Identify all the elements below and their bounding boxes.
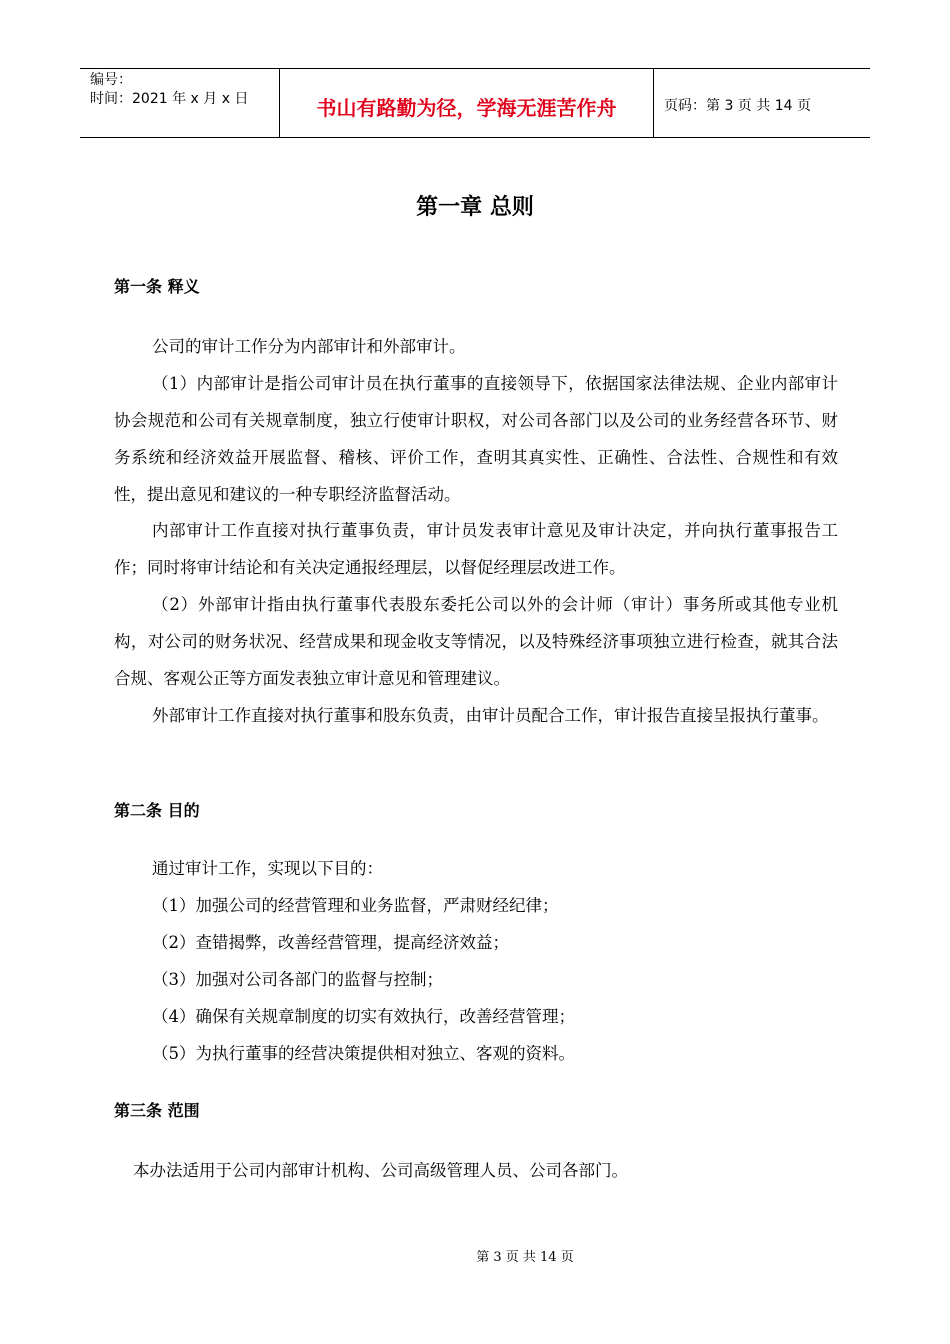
article2-intro: 通过审计工作，实现以下目的：: [152, 859, 383, 878]
number-label: 编号：: [90, 72, 132, 88]
article1-paragraph-4: （2）外部审计指由执行董事代表股东委托公司以外的会计师（审计）事务所或其他专业机构，对公司的财务状况、经营成果和现金收支等情况，以及特殊经济事项独立进行检查，就其合法合规、客观公正等方面发表独立审计意见和管理建议。: [114, 595, 838, 688]
list-item: （4）确保有关规章制度的切实有效执行，改善经营管理；: [152, 1007, 575, 1026]
list-item: （5）为执行董事的经营决策提供相对独立、客观的资料。: [152, 1044, 575, 1063]
page-footer: 第 3 页 共 14 页: [476, 1250, 574, 1265]
article1-paragraph-3: 内部审计工作直接对执行董事负责，审计员发表审计意见及审计决定，并向执行董事报告工作；同时将审计结论和有关决定通报经理层，以督促经理层改进工作。: [114, 521, 838, 577]
list-item: （2）查错揭弊，改善经营管理，提高经济效益；: [152, 933, 509, 952]
list-item: （1）加强公司的经营管理和业务监督，严肃财经纪律；: [152, 896, 559, 915]
time-label: 时间：2021 年 x 月 x 日: [90, 91, 249, 107]
article2-heading: 第二条 目的: [114, 801, 200, 820]
article3-paragraph-1: 本办法适用于公司内部审计机构、公司高级管理人员、公司各部门。: [133, 1161, 628, 1180]
article1-heading: 第一条 释义: [114, 277, 200, 296]
chapter-title: 第一章 总则: [416, 195, 534, 220]
header-left-cell: [80, 69, 280, 137]
article1-paragraph-2: （1）内部审计是指公司审计员在执行董事的直接领导下，依据国家法律法规、企业内部审计协会规范和公司有关规章制度，独立行使审计职权，对公司各部门以及公司的业务经营各环节、财务系统和经济效益开展监督、稽核、评价工作，查明其真实性、正确性、合法性、合规性和有效性，提出意见和建议的一种专职经济监督活动。: [114, 374, 838, 504]
header-page-code: 页码：第 3 页 共 14 页: [664, 98, 811, 114]
article1-paragraph-5: 外部审计工作直接对执行董事和股东负责，由审计员配合工作，审计报告直接呈报执行董事。: [152, 706, 829, 725]
document-header: [80, 68, 870, 138]
article3-heading: 第三条 范围: [114, 1101, 200, 1120]
article1-paragraph-1: 公司的审计工作分为内部审计和外部审计。: [152, 337, 466, 356]
header-motto: 书山有路勤为径，学海无涯苦作舟: [280, 69, 654, 137]
list-item: （3）加强对公司各部门的监督与控制；: [152, 970, 443, 989]
